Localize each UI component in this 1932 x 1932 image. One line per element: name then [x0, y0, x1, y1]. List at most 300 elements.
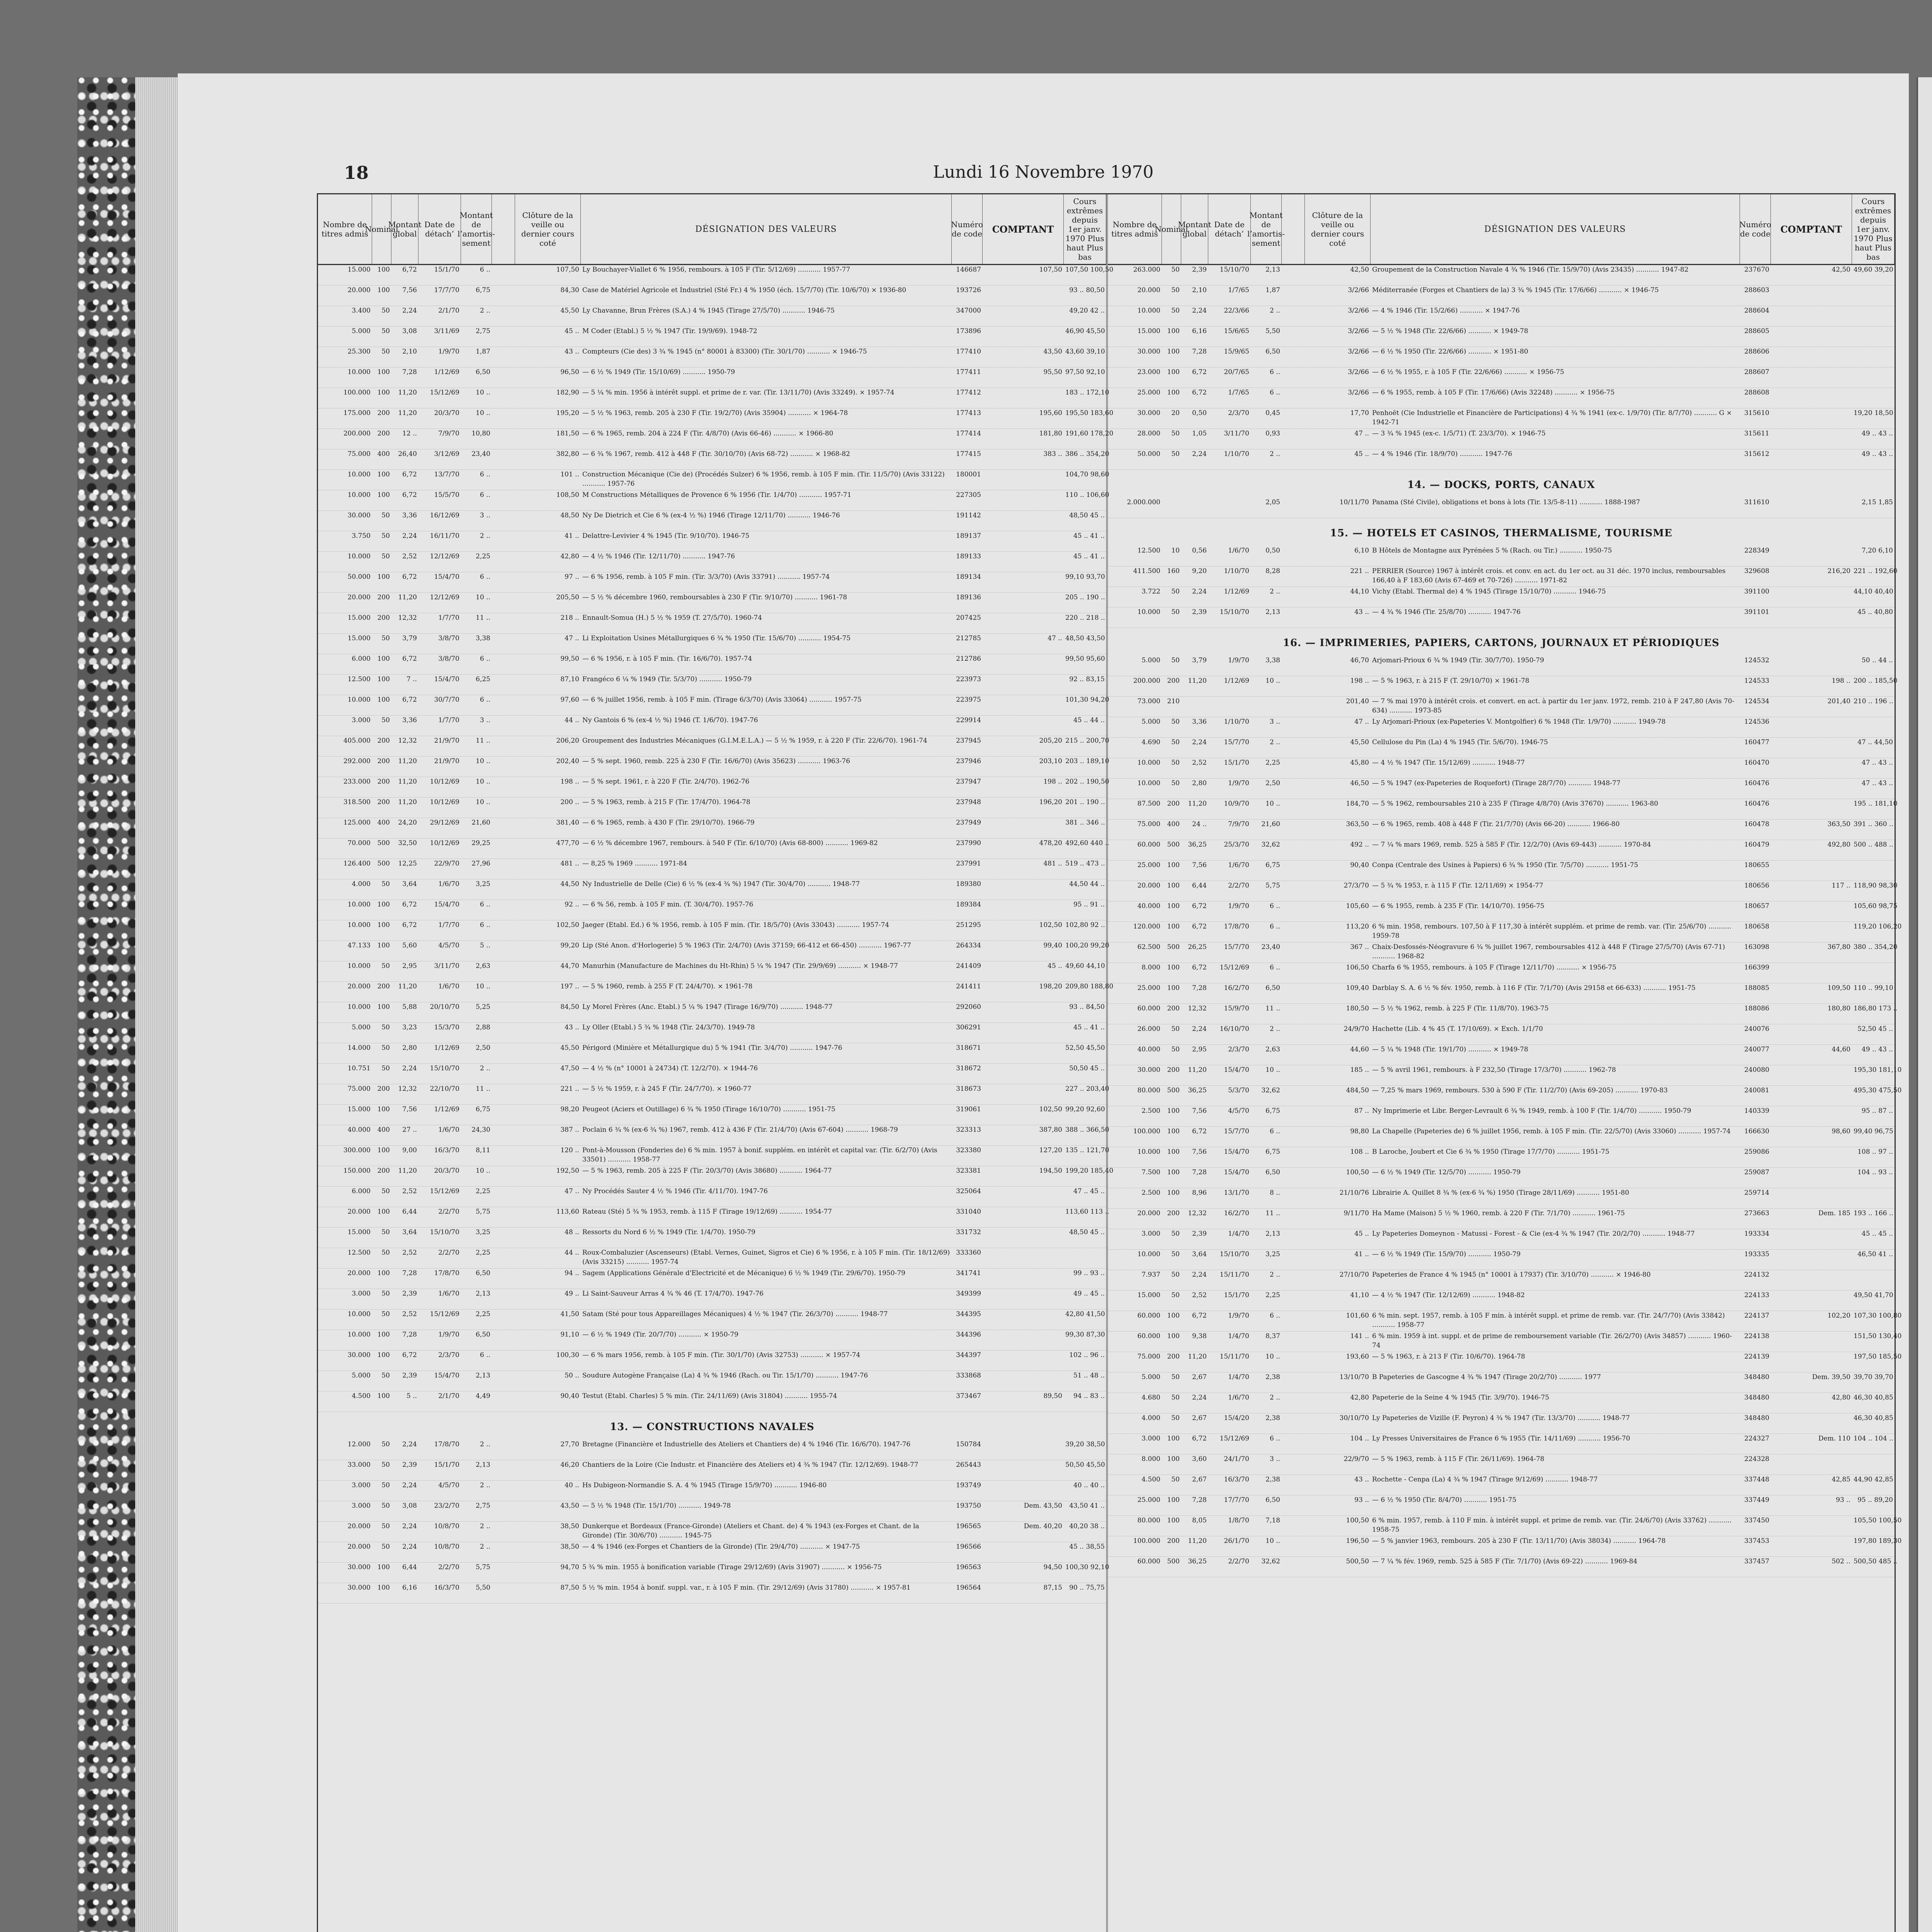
cell-cpt	[983, 1350, 1064, 1371]
cell-m: 6,72	[1192, 368, 1207, 376]
cell-extremes: 99,30 87,30	[1065, 1331, 1105, 1338]
cell-d: 5/3/70	[1228, 1087, 1249, 1094]
cell-blank	[492, 736, 515, 756]
header-montant: Montant global	[391, 194, 418, 264]
cell-a: 2 ..	[1269, 450, 1280, 458]
cell-des: Ly Papeteries de Vizille (F. Peyron) 4 ¾ % 1947 (Tir. 13/3/70) ........... 1948-77	[1372, 1414, 1630, 1422]
cell-m: 26,25	[1188, 943, 1207, 951]
cell-blank	[1282, 799, 1305, 819]
cell-nom: 50	[1171, 286, 1180, 294]
cell-m: 2,52	[402, 1310, 417, 1318]
cell-nom: 50	[1171, 1025, 1180, 1033]
cell-extremes: 48,50 45 ..	[1069, 1228, 1105, 1236]
cell-m: 2,24	[1192, 1394, 1207, 1401]
cell-blank	[492, 1023, 515, 1043]
cell-cpt	[983, 1084, 1064, 1104]
cell-m: 6,44	[402, 1208, 417, 1216]
cell-m: 6,72	[1192, 923, 1207, 930]
cell-des: Chaix-Desfossés-Néogravure 6 ¾ % juillet 1967, remboursables 412 à 448 F (Tirage 27/5/70) (Avis 67-71) ........... 1968-82	[1372, 943, 1725, 960]
table-row	[318, 1002, 1106, 1023]
cell-des: Ny Industrielle de Delle (Cie) 6 ½ % (ex-4 ¾ %) 1947 (Tir. 30/4/70) ........... 1948-77	[582, 880, 860, 888]
cell-blank	[492, 429, 515, 449]
cell-des: Arjomari-Prioux 6 ¾ % 1949 (Tir. 30/7/70). 1950-79	[1372, 656, 1544, 664]
cell-a: 11 ..	[476, 1085, 490, 1093]
cell-code: 315611	[1744, 430, 1769, 437]
table-row	[318, 961, 1106, 982]
cell-code: 166399	[1744, 964, 1769, 971]
cell-c: 101 ..	[560, 471, 579, 478]
cell-d: 15/10/70	[1219, 266, 1249, 274]
cell-blank	[1282, 1024, 1305, 1044]
cell-nom: 500	[1167, 1087, 1180, 1094]
cell-extremes: 51 .. 48 ..	[1073, 1372, 1105, 1379]
cell-cpt: 42,50	[1832, 266, 1850, 274]
cell-d: 1/4/70	[1228, 1332, 1249, 1340]
cell-code: 189136	[956, 594, 981, 601]
cell-n: 20.000	[347, 983, 371, 990]
cell-a: 11 ..	[476, 737, 490, 745]
cell-nom: 50	[1171, 1250, 1180, 1258]
cell-des: Hs Dubigeon-Normandie S. A. 4 % 1945 (Tirage 15/9/70) ........... 1946-80	[582, 1481, 827, 1489]
table-row	[318, 654, 1106, 675]
cell-m: 2,39	[402, 1290, 417, 1298]
header-amortissement: Montant de l’amortis-sement	[461, 194, 492, 264]
cell-a: 6 ..	[480, 696, 490, 704]
cell-m: 3,64	[402, 880, 417, 888]
cell-nom: 50	[381, 1187, 390, 1195]
cell-des: M Constructions Métalliques de Provence 6 % 1956 (Tir. 1/4/70) ........... 1957-71	[582, 491, 852, 499]
cell-blank	[1282, 1495, 1305, 1515]
cell-extremes: 46,50 41 ..	[1857, 1250, 1893, 1258]
cell-des: — 6 % 1956, r. à 105 F min. (Tir. 16/6/70). 1957-74	[582, 655, 752, 663]
cell-c: 47 ..	[1354, 430, 1369, 437]
cell-code: 196563	[956, 1563, 981, 1571]
cell-code: 124536	[1744, 718, 1769, 726]
cell-extremes: 118,90 98,30	[1854, 882, 1898, 889]
cell-cpt: 203,10	[1039, 757, 1062, 765]
cell-blank	[1282, 861, 1305, 881]
cell-des: Panama (Sté Civile), obligations et bons à lots (Tir. 13/5-8-11) ........... 1888-1987	[1372, 498, 1640, 506]
cell-cpt	[983, 531, 1064, 551]
cell-n: 12.500	[347, 675, 371, 683]
cell-a: 2,63	[1265, 1046, 1280, 1053]
cell-a: 6 ..	[1269, 1128, 1280, 1135]
cell-code: 240076	[1744, 1025, 1769, 1033]
cell-a: 5,50	[1265, 327, 1280, 335]
cell-a: 2,50	[476, 1044, 490, 1052]
cell-c: 87,50	[560, 1584, 579, 1592]
cell-des: — 6 % 1955, remb. à 235 F (Tir. 14/10/70). 1956-75	[1372, 902, 1544, 910]
header-cloture: Clôture de la veille ou dernier cours coté	[1305, 194, 1371, 264]
cell-a: 2 ..	[1269, 307, 1280, 315]
cell-n: 10.000	[347, 962, 371, 970]
cell-des: — 6 ½ % 1950 (Tir. 22/6/66) ........... × 1951-80	[1372, 348, 1528, 355]
cell-d: 17/8/70	[434, 1440, 459, 1448]
cell-code: 180658	[1744, 923, 1769, 930]
table-row	[1108, 566, 1898, 587]
cell-c: 48,50	[560, 512, 579, 519]
cell-c: 30/10/70	[1339, 1414, 1369, 1422]
table-row	[318, 1105, 1106, 1125]
cell-m: 6,72	[402, 491, 417, 499]
cell-nom: 500	[377, 860, 390, 867]
cell-des: — 4 ½ % 1947 (Tir. 12/12/69) ........... 1948-82	[1372, 1291, 1525, 1299]
cell-code: 341741	[956, 1269, 981, 1277]
cell-m: 36,25	[1188, 1087, 1207, 1094]
cell-code: 229914	[956, 716, 981, 724]
cell-c: 42,50	[1350, 266, 1369, 274]
cell-extremes: 195 .. 181,10	[1854, 800, 1898, 808]
cell-extremes: 381 .. 346 ..	[1065, 819, 1105, 827]
cell-nom: 200	[1167, 800, 1180, 808]
book-page-edges	[135, 77, 182, 1932]
cell-blank	[1282, 1557, 1305, 1577]
cell-d: 17/7/70	[434, 286, 459, 294]
table-row	[1108, 587, 1895, 607]
cell-des: — 5 % 1960, remb. à 255 F (T. 24/4/70). × 1961-78	[582, 983, 753, 990]
cell-cpt	[1771, 922, 1852, 942]
cell-blank	[492, 879, 515, 900]
cell-m: 2,24	[402, 1065, 417, 1072]
cell-d: 15/9/70	[1224, 1005, 1249, 1012]
cell-d: 20/7/65	[1224, 368, 1249, 376]
cell-a: 10 ..	[476, 594, 490, 601]
cell-d: 22/3/66	[1224, 307, 1249, 315]
cell-d: 1/7/65	[1228, 286, 1249, 294]
cell-code: 333868	[956, 1372, 981, 1379]
cell-a: 32,62	[1261, 1087, 1280, 1094]
cell-c: 44 ..	[565, 1249, 579, 1257]
cell-c: 387 ..	[560, 1126, 579, 1134]
cell-a: 6 ..	[1269, 1312, 1280, 1320]
cell-code: 224139	[1744, 1353, 1769, 1361]
cell-des: — 6 % 1965, remb. 408 à 448 F (Tir. 21/7/70) (Avis 66-20) ........... 1966-80	[1372, 820, 1620, 828]
cell-c: 97,60	[560, 696, 579, 704]
cell-d: 1/9/70	[438, 348, 459, 355]
cell-c: 13/10/70	[1339, 1373, 1369, 1381]
table-row	[318, 736, 1109, 757]
header-date: Date de détach’	[418, 194, 461, 264]
cell-des: Hachette (Lib. 4 % 45 (T. 17/10/69). × Exch. 1/1/70	[1372, 1025, 1543, 1033]
cell-extremes: 47 .. 45 ..	[1073, 1187, 1105, 1195]
cell-extremes	[1852, 327, 1895, 347]
cell-code: 140339	[1744, 1107, 1769, 1115]
cell-n: 3.722	[1141, 588, 1160, 595]
cell-code: 344396	[956, 1331, 981, 1338]
cell-cpt: 45 ..	[1048, 962, 1062, 970]
cell-c: 42,80	[560, 553, 579, 560]
cell-nom: 100	[377, 1269, 390, 1277]
cell-nom: 200	[377, 983, 390, 990]
cell-code: 318672	[956, 1065, 981, 1072]
cell-des: — 7 % mai 1970 à intérêt crois. et convert. en act. à partir du 1er janv. 1972, remb. 210 à F 247,80 (Avis 70-634) ........... 1973-85	[1372, 697, 1735, 714]
table-row	[318, 1064, 1106, 1084]
cell-a: 2,75	[476, 1502, 490, 1510]
cell-m: 8,96	[1192, 1189, 1207, 1197]
cell-n: 25.300	[347, 348, 371, 355]
cell-m: 6,72	[1192, 1435, 1207, 1442]
cell-d: 3/11/70	[1224, 430, 1249, 437]
cell-cpt	[1771, 367, 1852, 388]
cell-des: Delattre-Levivier 4 % 1945 (Tir. 9/10/70). 1946-75	[582, 532, 750, 540]
cell-nom: 50	[381, 880, 390, 888]
cell-extremes: 221 .. 192,60	[1854, 567, 1898, 575]
cell-nom: 400	[377, 819, 390, 827]
cell-des: — 6 % juillet 1956, remb. à 105 F min. (Tirage 6/3/70) (Avis 33064) ........... 1957-75	[582, 696, 862, 704]
table-row	[318, 286, 1106, 306]
cell-a: 0,50	[1265, 547, 1280, 554]
cell-des: Peugeot (Aciers et Outillage) 6 ¾ % 1950 (Tirage 16/10/70) ........... 1951-75	[582, 1105, 835, 1113]
cell-code: 224133	[1744, 1291, 1769, 1299]
cell-n: 10.000	[347, 1310, 371, 1318]
cell-d: 15/10/70	[1219, 608, 1249, 616]
cell-d: 7/9/70	[1228, 820, 1249, 828]
table-row	[318, 388, 1109, 408]
cell-m: 6,72	[402, 901, 417, 908]
cell-des: Penhoët (Cie Industrielle et Financière de Participations) 4 ¾ % 1941 (ex-c. 1/9/70) (Tir. 8/7/70) ........... G × 1942-71	[1372, 409, 1732, 426]
cell-cpt	[1771, 347, 1852, 367]
cell-cpt	[983, 1542, 1064, 1562]
cell-d: 22/10/70	[430, 1085, 459, 1093]
table-row	[318, 449, 1109, 470]
cell-code: 177414	[956, 430, 981, 437]
cell-cpt	[983, 1023, 1064, 1043]
cell-n: 30.000	[1137, 1066, 1160, 1074]
cell-extremes: 197,80 189,30	[1854, 1537, 1902, 1545]
cell-d: 1/6/70	[438, 1126, 459, 1134]
cell-extremes: 105,60 98,75	[1854, 902, 1898, 910]
cell-extremes: 135 .. 121,70	[1065, 1146, 1109, 1154]
cell-extremes: 97,50 92,10	[1065, 368, 1105, 376]
cell-blank	[492, 982, 515, 1002]
table-row	[1108, 1454, 1895, 1475]
cell-d: 20/3/70	[434, 409, 459, 417]
cell-extremes: 7,20 6,10	[1861, 547, 1893, 554]
cell-c: 206,20	[556, 737, 579, 745]
cell-m: 2,24	[402, 307, 417, 315]
cell-c: 184,70	[1346, 800, 1369, 808]
cell-a: 2,25	[1265, 1291, 1280, 1299]
cell-des: PERRIER (Source) 1967 à intérêt crois. et conv. en act. du 1er oct. au 31 déc. 1970 inclus, remboursables 166,40 à F 183,60 (Avis 67-469 et 70-726) ........... 1971-82	[1372, 567, 1726, 584]
cell-n: 200.000	[1133, 677, 1160, 685]
table-row	[1108, 1332, 1902, 1352]
cell-cpt: 109,50	[1827, 984, 1850, 992]
cell-cpt	[1771, 1168, 1852, 1188]
cell-m: 2,52	[402, 1187, 417, 1195]
cell-nom: 100	[377, 1208, 390, 1216]
cell-n: 25.000	[1137, 861, 1160, 869]
cell-n: 318.500	[343, 798, 371, 806]
cell-extremes: 107,50 100,50	[1065, 266, 1114, 274]
cell-a: 0,93	[1265, 430, 1280, 437]
cell-nom: 50	[1171, 1271, 1180, 1279]
cell-c: 48 ..	[565, 1228, 579, 1236]
cell-m: 11,20	[1188, 677, 1207, 685]
cell-code: 124533	[1744, 677, 1769, 685]
cell-extremes: 45 .. 44 ..	[1073, 716, 1105, 724]
cell-extremes: 44,90 42,85	[1854, 1476, 1893, 1483]
cell-code: 344395	[956, 1310, 981, 1318]
cell-m: 7,28	[1192, 348, 1207, 355]
table-row	[318, 818, 1106, 838]
cell-m: 6,44	[402, 1563, 417, 1571]
cell-extremes: 45 .. 41 ..	[1073, 1024, 1105, 1031]
table-row	[318, 306, 1106, 327]
cell-d: 15/4/70	[434, 675, 459, 683]
cell-cpt	[983, 716, 1064, 736]
cell-des: Construction Mécanique (Cie de) (Procédés Sulzer) 6 % 1956, remb. à 105 F min. (Tir. 11/5/70) (Avis 33122) ........... 1957-76	[582, 471, 945, 488]
cell-code: 344397	[956, 1351, 981, 1359]
cell-n: 60.000	[1137, 1332, 1160, 1340]
cell-code: 318673	[956, 1085, 981, 1093]
cell-code: 391101	[1744, 608, 1769, 616]
table-row	[318, 1248, 1106, 1269]
cell-code: 241409	[956, 962, 981, 970]
cell-n: 10.000	[1137, 759, 1160, 767]
header-cloture: Clôture de la veille ou dernier cours coté	[515, 194, 581, 264]
cell-extremes: 43,60 39,10	[1065, 348, 1105, 355]
cell-c: 45,50	[1350, 738, 1369, 746]
cell-des: — 5 ¼ % min. 1956 à intérêt suppl. et prime de r. var. (Tir. 13/11/70) (Avis 33249). × 1957-74	[582, 389, 895, 396]
cell-n: 10.000	[347, 471, 371, 478]
cell-c: 108,50	[556, 491, 579, 499]
cell-blank	[492, 961, 515, 981]
cell-d: 16/2/70	[1224, 1209, 1249, 1217]
cell-m: 2,67	[1192, 1373, 1207, 1381]
cell-nom: 200	[1167, 677, 1180, 685]
cell-m: 2,24	[402, 1440, 417, 1448]
cell-d: 15/12/69	[1219, 964, 1249, 971]
cell-extremes: 205 .. 190 ..	[1065, 594, 1105, 601]
cell-m: 3,36	[402, 512, 417, 519]
cell-code: 207425	[956, 614, 981, 622]
cell-des: Dunkerque et Bordeaux (France-Gironde) (Ateliers et Chant. de) 4 % 1943 (ex-Forges et Chant. de la Gironde) (Tir. 30/6/70) ........... 1945-75	[582, 1522, 919, 1539]
header-blank	[1282, 194, 1305, 264]
cell-a: 6,50	[1265, 1496, 1280, 1504]
cell-cpt	[983, 1481, 1064, 1501]
cell-code: 259087	[1744, 1168, 1769, 1176]
cell-nom: 50	[381, 348, 390, 355]
cell-cpt	[983, 1371, 1064, 1391]
cell-nom: 50	[381, 1228, 390, 1236]
cell-code: 323380	[956, 1146, 981, 1154]
cell-code: 212785	[956, 634, 981, 642]
table-row	[318, 613, 1106, 634]
cell-code: 124532	[1744, 656, 1769, 664]
cell-extremes: 50,50 45 ..	[1069, 1065, 1105, 1072]
cell-code: 180001	[956, 471, 981, 478]
cell-blank	[1282, 1516, 1305, 1536]
cell-des: — 5 % 1963, remb. à 215 F (Tir. 17/4/70). 1964-78	[582, 798, 750, 806]
cell-cpt	[983, 654, 1064, 674]
cell-cpt	[1771, 607, 1852, 628]
cell-m: 12,25	[398, 860, 417, 867]
cell-n: 60.000	[1137, 1558, 1160, 1565]
cell-code: 337449	[1744, 1496, 1769, 1504]
cell-a: 2,25	[476, 1310, 490, 1318]
cell-a: 3 ..	[480, 512, 490, 519]
cell-m: 3,23	[402, 1024, 417, 1031]
cell-cpt	[983, 900, 1064, 920]
cell-c: 104 ..	[1350, 1435, 1369, 1442]
cell-extremes: 492,60 440 ..	[1065, 839, 1109, 847]
cell-c: 198 ..	[1350, 677, 1369, 685]
cell-cpt	[983, 1228, 1064, 1248]
header-extremes: Cours extrêmes depuis 1er janv. 1970 Plus haut Plus bas	[1852, 194, 1895, 264]
table-row	[318, 1583, 1106, 1604]
cell-blank	[1282, 963, 1305, 983]
cell-d: 1/9/70	[1228, 779, 1249, 787]
cell-m: 1,05	[1192, 430, 1207, 437]
cell-cpt: 87,15	[1043, 1584, 1062, 1592]
section-heading: 13. — CONSTRUCTIONS NAVALES	[610, 1421, 815, 1433]
cell-m: 12,32	[1188, 1005, 1207, 1012]
cell-code: 223975	[956, 696, 981, 704]
cell-blank	[1282, 1291, 1305, 1311]
cell-nom: 50	[381, 512, 390, 519]
cell-n: 411.500	[1133, 567, 1160, 575]
cell-n: 12.500	[347, 1249, 371, 1257]
cell-code: 323313	[956, 1126, 981, 1134]
cell-m: 7,28	[1192, 1168, 1207, 1176]
cell-n: 100.000	[1133, 1128, 1160, 1135]
cell-n: 20.000	[347, 286, 371, 294]
cell-blank	[492, 593, 515, 613]
cell-d: 15/3/70	[434, 1024, 459, 1031]
cell-d: 2/3/70	[1228, 409, 1249, 417]
cell-n: 60.000	[1137, 1312, 1160, 1320]
cell-cpt: Dem. 39,50	[1812, 1373, 1850, 1381]
cell-blank	[1282, 942, 1305, 963]
cell-c: 92 ..	[565, 901, 579, 908]
cell-des: — 5 % 1962, remboursables 210 à 235 F (Tirage 4/8/70) (Avis 37670) ........... 1963-80	[1372, 800, 1658, 808]
cell-extremes: 99,20 92,60	[1065, 1105, 1105, 1113]
cell-m: 2,24	[1192, 1025, 1207, 1033]
cell-cpt	[1771, 587, 1852, 607]
cell-a: 2,13	[476, 1372, 490, 1379]
cell-extremes: 44,50 44 ..	[1069, 880, 1105, 888]
cell-n: 100.000	[1133, 1537, 1160, 1545]
cell-code: 160476	[1744, 800, 1769, 808]
cell-code: 292060	[956, 1003, 981, 1011]
table-row	[1108, 1065, 1902, 1086]
cell-nom: 20	[1171, 409, 1180, 417]
cell-code: 193726	[956, 286, 981, 294]
cell-c: 3/2/66	[1348, 307, 1369, 315]
cell-des: Ly Papeteries Domeynon - Matussi - Forest - & Cie (ex-4 ¾ % 1947 (Tir. 20/2/70) ........... 1948-77	[1372, 1230, 1695, 1238]
cell-a: 6 ..	[1269, 1435, 1280, 1442]
cell-n: 5.000	[1141, 1373, 1160, 1381]
cell-c: 99,50	[560, 655, 579, 663]
table-row	[318, 1460, 1106, 1481]
cell-blank	[492, 1440, 515, 1460]
cell-n: 80.000	[1137, 1087, 1160, 1094]
header-extremes: Cours extrêmes depuis 1er janv. 1970 Plus haut Plus bas	[1064, 194, 1106, 264]
table-row	[318, 716, 1106, 736]
cell-extremes: 40 .. 40 ..	[1073, 1481, 1105, 1489]
cell-m: 7,56	[1192, 861, 1207, 869]
cell-des: — 4 ½ % 1947 (Tir. 15/12/69) ........... 1948-77	[1372, 759, 1525, 767]
cell-des: — 4 % 1946 (ex-Forges et Chantiers de la Gironde) (Tir. 29/4/70) ........... × 1947-75	[582, 1543, 860, 1551]
cell-des: Librairie A. Quillet 8 ¾ % (ex-6 ¾ %) 1950 (Tirage 28/11/69) ........... 1951-80	[1372, 1189, 1629, 1197]
cell-nom: 100	[1167, 348, 1180, 355]
cell-nom: 100	[377, 266, 390, 274]
cell-code: 325064	[956, 1187, 981, 1195]
cell-m: 2,10	[402, 348, 417, 355]
cell-d	[1208, 697, 1251, 717]
cell-m: 26,40	[398, 450, 417, 458]
cell-cpt: 94,50	[1043, 1563, 1062, 1571]
